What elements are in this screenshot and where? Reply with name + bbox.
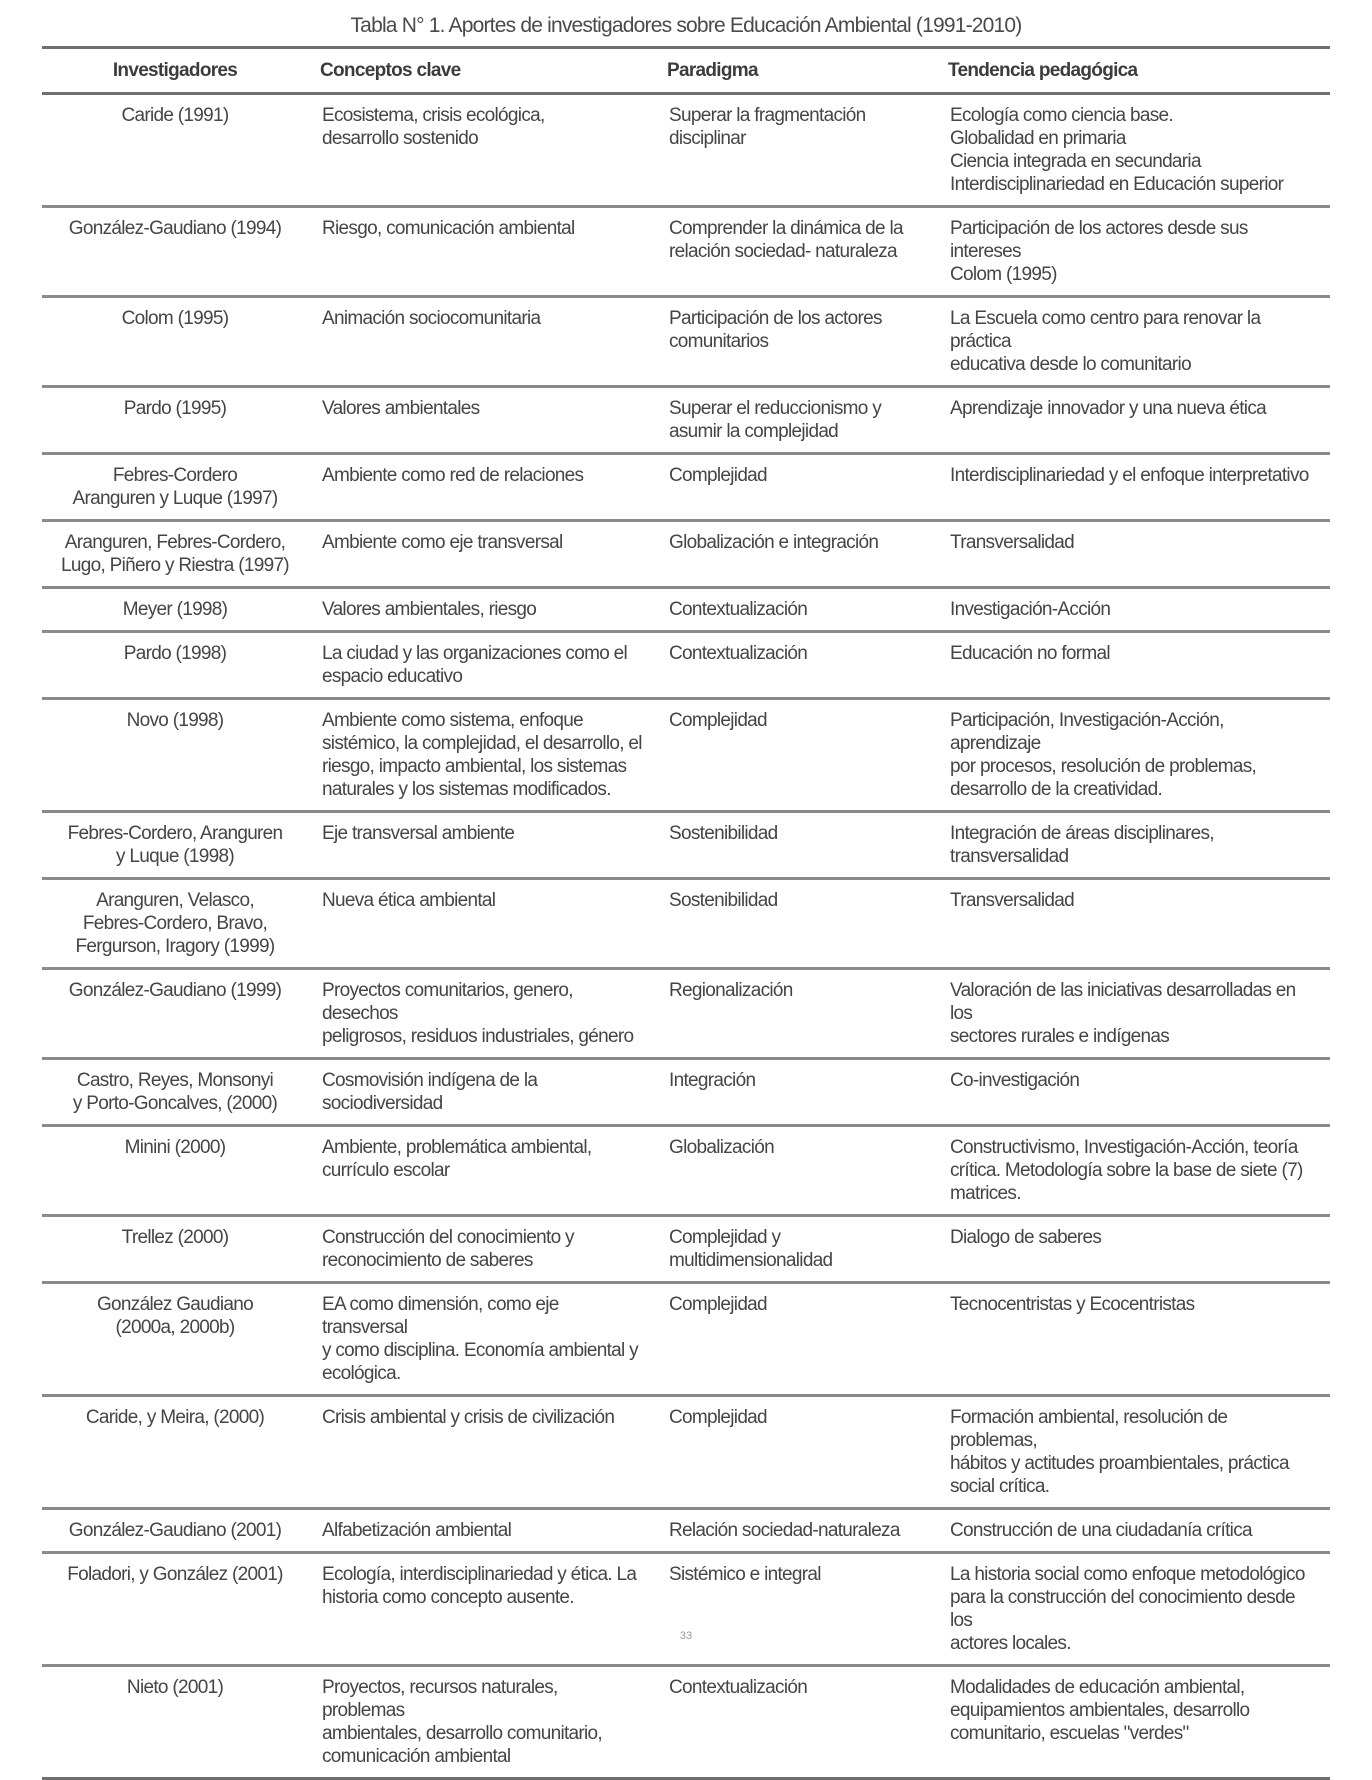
cell-paradigma: Integración xyxy=(655,1059,936,1126)
table-row xyxy=(42,1126,1330,1216)
cell-investigadores: Febres-Cordero Aranguren y Luque (1997) xyxy=(42,454,308,521)
cell-conceptos: Animación sociocomunitaria xyxy=(308,297,655,387)
cell-tendencia: Ecología como ciencia base. Globalidad en primaria Ciencia integrada en secundaria Interdisciplinariedad en Educación superior xyxy=(936,94,1330,207)
cell-tendencia: Educación no formal xyxy=(936,632,1330,699)
table-body xyxy=(42,94,1330,1779)
cell-conceptos: Proyectos, recursos naturales, problemas ambientales, desarrollo comunitario, comunicación ambiental xyxy=(322,1677,603,1767)
page-number: 33 xyxy=(679,1630,693,1642)
table-row xyxy=(42,1059,1330,1126)
table-row xyxy=(42,588,1330,632)
cell-investigadores: Caride (1991) xyxy=(42,94,308,207)
cell-investigadores: Aranguren, Velasco, Febres-Cordero, Bravo, Fergurson, Iragory (1999) xyxy=(42,879,308,969)
cell-conceptos: Nueva ética ambiental xyxy=(308,879,655,969)
header-tendencia: Tendencia pedagógica xyxy=(936,48,1330,94)
cell-investigadores: Pardo (1998) xyxy=(42,632,308,699)
cell-paradigma: Contextualización xyxy=(655,632,936,699)
table-row xyxy=(42,879,1330,969)
table-header-row xyxy=(42,48,1330,94)
cell-tendencia: Construcción de una ciudadanía crítica xyxy=(936,1509,1330,1553)
cell-conceptos: EA como dimensión, como eje transversal y como disciplina. Economía ambiental y ecológica. xyxy=(308,1283,655,1396)
cell-paradigma: Complejidad xyxy=(655,1283,936,1396)
cell-tendencia: Valoración de las iniciativas desarrolladas en los sectores rurales e indígenas xyxy=(936,969,1330,1059)
cell-conceptos: Cosmovisión indígena de la sociodiversidad xyxy=(308,1059,655,1126)
table-row xyxy=(42,1283,1330,1396)
cell-investigadores: Aranguren, Febres-Cordero, Lugo, Piñero y Riestra (1997) xyxy=(42,521,308,588)
cell-paradigma: Comprender la dinámica de la relación sociedad- naturaleza xyxy=(655,207,936,297)
cell-conceptos: Construcción del conocimiento y reconocimiento de saberes xyxy=(308,1216,655,1283)
cell-paradigma: Contextualización xyxy=(655,588,936,632)
cell-tendencia: Modalidades de educación ambiental, equipamientos ambientales, desarrollo comunitario, escuelas "verdes" xyxy=(950,1677,1250,1744)
table-row xyxy=(42,1396,1330,1509)
cell-paradigma: Contextualización xyxy=(669,1677,808,1698)
cell-investigadores: Minini (2000) xyxy=(42,1126,308,1216)
table-row xyxy=(42,387,1330,454)
cell-investigadores: González-Gaudiano (1999) xyxy=(42,969,308,1059)
cell-paradigma: Globalización e integración xyxy=(655,521,936,588)
cell-conceptos: Ambiente como eje transversal xyxy=(308,521,655,588)
cell-investigadores: Foladori, y González (2001) xyxy=(42,1553,308,1666)
cell-conceptos: Ambiente, problemática ambiental, currículo escolar xyxy=(308,1126,655,1216)
cell-tendencia: Co-investigación xyxy=(936,1059,1330,1126)
cell-conceptos: Eje transversal ambiente xyxy=(308,812,655,879)
cell-paradigma: Regionalización xyxy=(655,969,936,1059)
cell-paradigma: Complejidad y multidimensionalidad xyxy=(655,1216,936,1283)
cell-investigadores: Febres-Cordero, Aranguren y Luque (1998) xyxy=(42,812,308,879)
cell-investigadores: González-Gaudiano (2001) xyxy=(42,1509,308,1553)
table-row xyxy=(42,521,1330,588)
table-row xyxy=(42,297,1330,387)
cell-investigadores: González-Gaudiano (1994) xyxy=(42,207,308,297)
cell-investigadores: Trellez (2000) xyxy=(42,1216,308,1283)
cell-paradigma: Globalización xyxy=(655,1126,936,1216)
cell-conceptos: Ambiente como sistema, enfoque sistémico, la complejidad, el desarrollo, el riesgo, impacto ambiental, los sistemas naturales y los sistemas modificados. xyxy=(308,699,655,812)
cell-tendencia: Tecnocentristas y Ecocentristas xyxy=(936,1283,1330,1396)
cell-tendencia: Dialogo de saberes xyxy=(936,1216,1330,1283)
header-conceptos: Conceptos clave xyxy=(308,48,655,94)
cell-paradigma: Sistémico e integral xyxy=(655,1553,936,1666)
cell-tendencia: La historia social como enfoque metodológico para la construcción del conocimiento desde los actores locales. xyxy=(936,1553,1330,1666)
cell-tendencia: La Escuela como centro para renovar la práctica educativa desde lo comunitario xyxy=(936,297,1330,387)
table-row xyxy=(42,94,1330,207)
cell-conceptos: La ciudad y las organizaciones como el espacio educativo xyxy=(308,632,655,699)
cell-conceptos: Valores ambientales xyxy=(308,387,655,454)
cell-conceptos: Proyectos comunitarios, genero, desechos peligrosos, residuos industriales, género xyxy=(308,969,655,1059)
cell-investigadores: Nieto (2001) xyxy=(126,1677,224,1698)
cell-tendencia: Transversalidad xyxy=(936,879,1330,969)
cell-conceptos: Crisis ambiental y crisis de civilización xyxy=(308,1396,655,1509)
cell-paradigma: Complejidad xyxy=(655,1396,936,1509)
cell-tendencia: Participación, Investigación-Acción, aprendizaje por procesos, resolución de problemas, desarrollo de la creatividad. xyxy=(936,699,1330,812)
cell-tendencia: Integración de áreas disciplinares, transversalidad xyxy=(936,812,1330,879)
cell-conceptos: Ecología, interdisciplinariedad y ética. La historia como concepto ausente. xyxy=(308,1553,655,1666)
cell-tendencia: Constructivismo, Investigación-Acción, teoría crítica. Metodología sobre la base de siete (7) matrices. xyxy=(936,1126,1330,1216)
cell-conceptos: Alfabetización ambiental xyxy=(308,1509,655,1553)
header-investigadores: Investigadores xyxy=(42,48,308,94)
cell-investigadores: Castro, Reyes, Monsonyi y Porto-Goncalves, (2000) xyxy=(42,1059,308,1126)
cell-paradigma: Sostenibilidad xyxy=(655,879,936,969)
table-row xyxy=(42,454,1330,521)
table-row xyxy=(42,969,1330,1059)
table-row xyxy=(42,812,1330,879)
table-row xyxy=(42,699,1330,812)
cell-investigadores: González Gaudiano (2000a, 2000b) xyxy=(42,1283,308,1396)
cell-tendencia: Formación ambiental, resolución de problemas, hábitos y actitudes proambientales, práctica social crítica. xyxy=(936,1396,1330,1509)
table-row xyxy=(42,1216,1330,1283)
research-table xyxy=(42,46,1330,1780)
cell-tendencia: Investigación-Acción xyxy=(936,588,1330,632)
table-caption: Tabla N° 1. Aportes de investigadores sobre Educación Ambiental (1991-2010) xyxy=(350,14,1022,37)
cell-conceptos: Ambiente como red de relaciones xyxy=(308,454,655,521)
table-row xyxy=(42,632,1330,699)
cell-investigadores: Pardo (1995) xyxy=(42,387,308,454)
cell-paradigma: Superar el reduccionismo y asumir la complejidad xyxy=(655,387,936,454)
cell-tendencia: Transversalidad xyxy=(936,521,1330,588)
cell-conceptos: Valores ambientales, riesgo xyxy=(308,588,655,632)
cell-paradigma: Complejidad xyxy=(655,699,936,812)
cell-investigadores: Meyer (1998) xyxy=(42,588,308,632)
cell-tendencia: Participación de los actores desde sus intereses Colom (1995) xyxy=(936,207,1330,297)
cell-paradigma: Superar la fragmentación disciplinar xyxy=(655,94,936,207)
cell-paradigma: Relación sociedad-naturaleza xyxy=(655,1509,936,1553)
cell-investigadores: Colom (1995) xyxy=(42,297,308,387)
table-row xyxy=(42,1509,1330,1553)
table-row xyxy=(42,1666,1330,1779)
header-paradigma: Paradigma xyxy=(655,48,936,94)
cell-conceptos: Ecosistema, crisis ecológica, desarrollo sostenido xyxy=(308,94,655,207)
cell-paradigma: Participación de los actores comunitarios xyxy=(655,297,936,387)
cell-tendencia: Aprendizaje innovador y una nueva ética xyxy=(936,387,1330,454)
cell-tendencia: Interdisciplinariedad y el enfoque interpretativo xyxy=(936,454,1330,521)
table-row xyxy=(42,207,1330,297)
cell-investigadores: Caride, y Meira, (2000) xyxy=(42,1396,308,1509)
cell-conceptos: Riesgo, comunicación ambiental xyxy=(308,207,655,297)
cell-investigadores: Novo (1998) xyxy=(42,699,308,812)
cell-paradigma: Sostenibilidad xyxy=(655,812,936,879)
cell-paradigma: Complejidad xyxy=(655,454,936,521)
